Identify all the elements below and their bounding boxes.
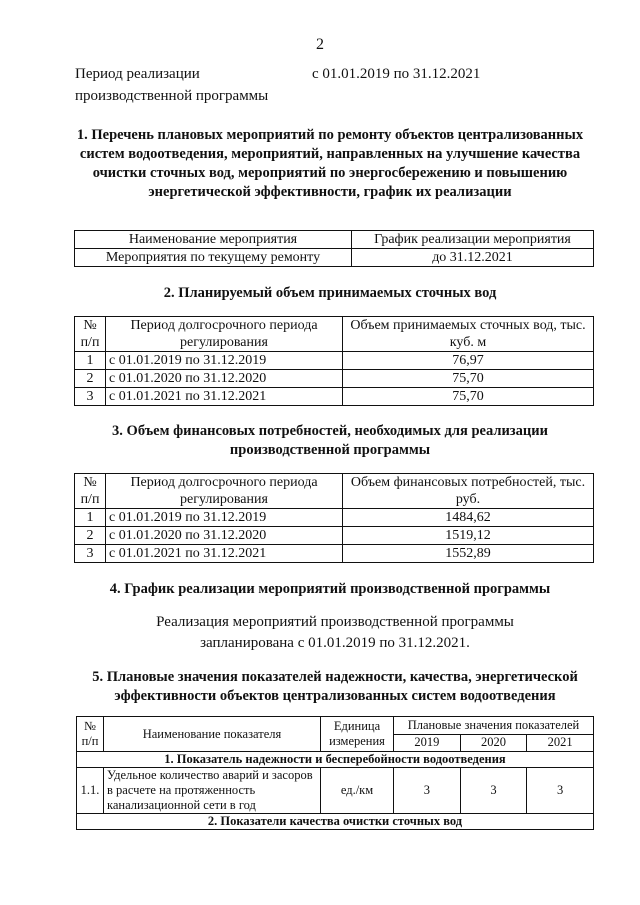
table-cell: 1 bbox=[75, 352, 106, 370]
page-number: 2 bbox=[316, 36, 324, 53]
year-header: 2019 bbox=[394, 734, 461, 752]
section-4-title: 4. График реализации мероприятий производственной программы bbox=[109, 581, 551, 597]
period-value: с 01.01.2019 по 31.12.2021 bbox=[312, 66, 481, 82]
table-cell: 1484,62 bbox=[343, 509, 594, 527]
table-group-row bbox=[77, 814, 594, 830]
table-row bbox=[75, 509, 594, 527]
table-cell: Мероприятия по текущему ремонту bbox=[75, 249, 352, 267]
table-header-row bbox=[75, 474, 594, 509]
table-cell: с 01.01.2019 по 31.12.2019 bbox=[106, 509, 343, 527]
section-3-title: 3. Объем финансовых потребностей, необходимых для реализации производственной программы bbox=[112, 423, 548, 458]
wastewater-volume-table bbox=[74, 316, 594, 406]
table-header-row bbox=[77, 717, 594, 735]
table-cell: с 01.01.2021 по 31.12.2021 bbox=[106, 388, 343, 406]
section-5-title: 5. Плановые значения показателей надежности, качества, энергетической эффективности объектов централизованных систем водоотведения bbox=[92, 669, 578, 704]
table-row bbox=[75, 388, 594, 406]
table-cell: 3 bbox=[75, 545, 106, 563]
table-cell: 76,97 bbox=[343, 352, 594, 370]
table-cell: 1519,12 bbox=[343, 527, 594, 545]
column-header: № п/п bbox=[75, 474, 106, 509]
table-cell: 1.1. bbox=[77, 768, 104, 814]
table-row bbox=[75, 370, 594, 388]
section-4-text: Реализация мероприятий производственной программы запланирована с 01.01.2019 по 31.12.2021. bbox=[156, 614, 514, 651]
column-header: № п/п bbox=[75, 317, 106, 352]
table-cell: 3 bbox=[394, 768, 461, 814]
group-heading: 2. Показатели качества очистки сточных вод bbox=[77, 814, 594, 830]
table-cell: 2 bbox=[75, 370, 106, 388]
table-cell: 3 bbox=[527, 768, 594, 814]
column-header: Единица измерения bbox=[321, 717, 394, 752]
column-header: Наименование мероприятия bbox=[75, 231, 352, 249]
table-header-row bbox=[75, 317, 594, 352]
column-header: Плановые значения показателей bbox=[394, 717, 594, 735]
indicators-table bbox=[76, 716, 594, 830]
column-header: Период долгосрочного периода регулирования bbox=[106, 474, 343, 509]
table-group-row bbox=[77, 752, 594, 768]
column-header: График реализации мероприятия bbox=[352, 231, 594, 249]
table-cell: 3 bbox=[75, 388, 106, 406]
table-cell: до 31.12.2021 bbox=[352, 249, 594, 267]
table-row bbox=[77, 768, 594, 814]
column-header: Объем принимаемых сточных вод, тыс. куб. м bbox=[343, 317, 594, 352]
table-cell: 1 bbox=[75, 509, 106, 527]
table-row bbox=[75, 545, 594, 563]
period-label: Период реализации производственной программы bbox=[75, 66, 269, 104]
column-header: № п/п bbox=[77, 717, 104, 752]
column-header: Период долгосрочного периода регулирования bbox=[106, 317, 343, 352]
year-header: 2020 bbox=[460, 734, 527, 752]
table-cell: Удельное количество аварий и засоров в расчете на протяженность канализационной сети в год bbox=[104, 768, 321, 814]
column-header: Объем финансовых потребностей, тыс. руб. bbox=[343, 474, 594, 509]
column-header: Наименование показателя bbox=[104, 717, 321, 752]
table-cell: 3 bbox=[460, 768, 527, 814]
table-cell: 75,70 bbox=[343, 388, 594, 406]
table-cell: с 01.01.2020 по 31.12.2020 bbox=[106, 370, 343, 388]
table-cell: 75,70 bbox=[343, 370, 594, 388]
table-row bbox=[75, 527, 594, 545]
year-header: 2021 bbox=[527, 734, 594, 752]
group-heading: 1. Показатель надежности и бесперебойности водоотведения bbox=[77, 752, 594, 768]
table-row bbox=[75, 249, 594, 267]
section-1-title: 1. Перечень плановых мероприятий по ремонту объектов централизованных систем водоотведения, мероприятий, направленных на улучшение качества очистки сточных вод, мероприятий по энергосбережению и повышению энергетической эффективности, график их реализации bbox=[76, 127, 584, 200]
table-row bbox=[75, 352, 594, 370]
measures-table bbox=[74, 230, 594, 267]
section-2-title: 2. Планируемый объем принимаемых сточных вод bbox=[163, 285, 497, 301]
table-cell: с 01.01.2020 по 31.12.2020 bbox=[106, 527, 343, 545]
financial-needs-table bbox=[74, 473, 594, 563]
table-cell: с 01.01.2019 по 31.12.2019 bbox=[106, 352, 343, 370]
table-cell: ед./км bbox=[321, 768, 394, 814]
table-cell: 2 bbox=[75, 527, 106, 545]
table-cell: с 01.01.2021 по 31.12.2021 bbox=[106, 545, 343, 563]
table-header-row bbox=[75, 231, 594, 249]
table-cell: 1552,89 bbox=[343, 545, 594, 563]
